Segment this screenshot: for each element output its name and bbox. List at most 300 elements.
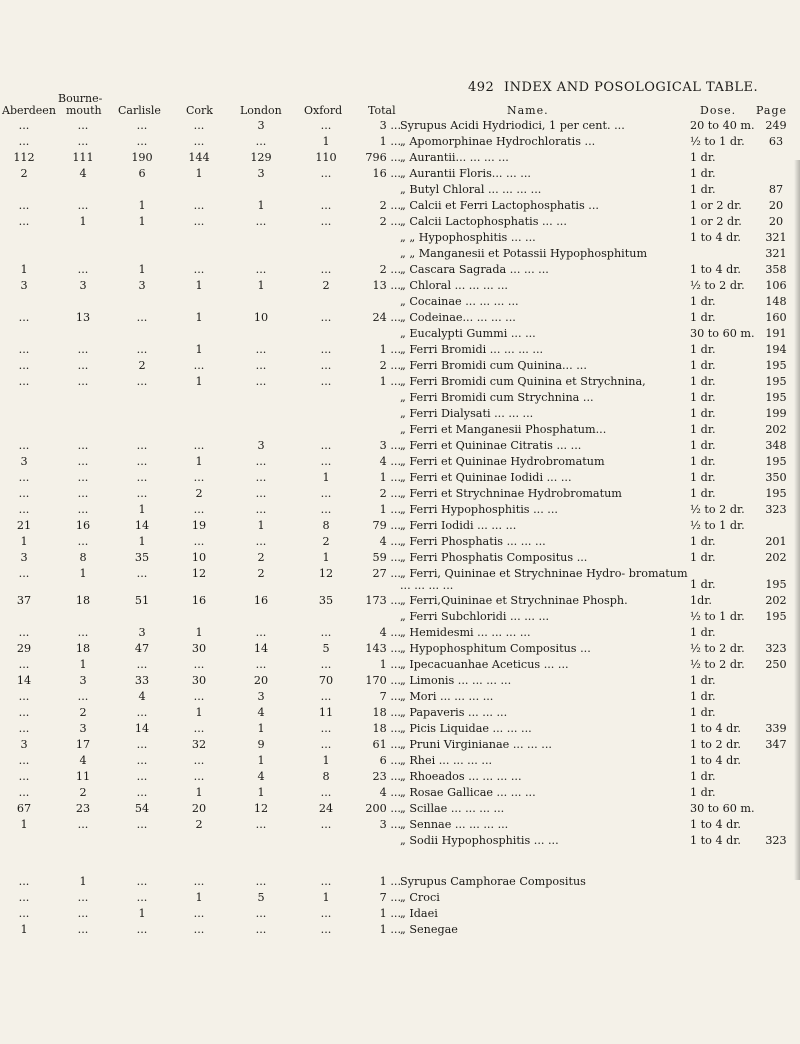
page-ref-cell: 201 xyxy=(765,535,787,548)
table-row xyxy=(0,390,800,406)
table-row xyxy=(0,278,800,294)
oxford-cell: ... xyxy=(320,263,332,276)
preparation-name: „ „ Hypophosphitis ... ... xyxy=(400,231,536,244)
preparation-name: „ Idaei xyxy=(400,907,438,920)
carlisle-cell: 6 xyxy=(138,167,146,180)
aberdeen-cell: ... xyxy=(18,503,30,516)
total-cell: 6 ... xyxy=(379,754,401,767)
aberdeen-cell: 1 xyxy=(20,818,28,831)
total-cell: 143 ... xyxy=(365,642,401,655)
cork-cell: 1 xyxy=(195,786,203,799)
cork-cell: ... xyxy=(193,199,205,212)
total-cell: 1 ... xyxy=(379,658,401,671)
preparation-name: „ Ferri,Quininae et Strychninae Phosph. xyxy=(400,594,628,607)
preparation-name: „ Ferri Hypophosphitis ... ... xyxy=(400,503,558,516)
bournemouth-cell: 2 xyxy=(79,786,87,799)
oxford-cell: ... xyxy=(320,722,332,735)
bournemouth-cell: ... xyxy=(77,907,89,920)
oxford-cell: ... xyxy=(320,343,332,356)
carlisle-cell: 14 xyxy=(134,722,150,735)
dose-cell: 1 dr. xyxy=(690,786,716,799)
oxford-cell: 70 xyxy=(318,674,334,687)
london-cell: ... xyxy=(255,487,267,500)
london-cell: 1 xyxy=(257,722,265,735)
preparation-name: „ Ferri Dialysati ... ... ... xyxy=(400,407,534,420)
dose-cell: 1 to 4 dr. xyxy=(690,818,741,831)
oxford-cell: 35 xyxy=(318,594,334,607)
total-cell: 2 ... xyxy=(379,359,401,372)
aberdeen-cell: ... xyxy=(18,119,30,132)
cork-cell: ... xyxy=(193,907,205,920)
dose-cell: ½ to 2 dr. xyxy=(690,658,745,671)
table-row xyxy=(0,721,800,737)
preparation-name: „ Aurantii Floris... ... ... xyxy=(400,167,531,180)
preparation-name: „ Ferri Bromidi cum Quinina... ... xyxy=(400,359,587,372)
preparation-name: „ Cascara Sagrada ... ... ... xyxy=(400,263,549,276)
dose-cell: ½ to 1 dr. xyxy=(690,519,745,532)
oxford-cell: 11 xyxy=(318,706,334,719)
col-header-bournemouth-top: Bourne- xyxy=(58,92,103,105)
cork-cell: 1 xyxy=(195,167,203,180)
carlisle-cell: 54 xyxy=(134,802,150,815)
carlisle-cell: ... xyxy=(136,567,148,580)
col-header-cork: Cork xyxy=(186,104,213,117)
table-row xyxy=(0,753,800,769)
table-row xyxy=(0,214,800,230)
preparation-name: „ Calcii et Ferri Lactophosphatis ... xyxy=(400,199,599,212)
dose-cell: 1 dr. xyxy=(690,578,716,591)
page-ref-cell: 195 xyxy=(765,487,787,500)
page-ref-cell: 323 xyxy=(765,642,787,655)
carlisle-cell: 190 xyxy=(131,151,153,164)
dose-cell: 1 dr. xyxy=(690,311,716,324)
table-row xyxy=(0,230,800,246)
carlisle-cell: ... xyxy=(136,706,148,719)
total-cell: 79 ... xyxy=(372,519,401,532)
preparation-name: „ Ferri Phosphatis Compositus ... xyxy=(400,551,588,564)
table-row xyxy=(0,673,800,689)
london-cell: 16 xyxy=(253,594,269,607)
london-cell: 1 xyxy=(257,279,265,292)
table-row xyxy=(0,833,800,849)
aberdeen-cell: ... xyxy=(18,786,30,799)
aberdeen-cell: ... xyxy=(18,754,30,767)
bournemouth-cell: ... xyxy=(77,343,89,356)
table-row xyxy=(0,342,800,358)
dose-cell: 1 dr. xyxy=(690,295,716,308)
cork-cell: 1 xyxy=(195,706,203,719)
carlisle-cell: ... xyxy=(136,487,148,500)
page-ref-cell: 148 xyxy=(765,295,787,308)
page-ref-cell: 195 xyxy=(765,610,787,623)
oxford-cell: ... xyxy=(320,199,332,212)
aberdeen-cell: ... xyxy=(18,907,30,920)
aberdeen-cell: ... xyxy=(18,343,30,356)
bournemouth-cell: 1 xyxy=(79,658,87,671)
preparation-name: „ Ferri, Quininae et Strychninae Hydro- bromatum ... ... ... ... xyxy=(400,567,688,592)
table-row xyxy=(0,198,800,214)
col-header-name: Name. xyxy=(507,104,549,117)
aberdeen-cell: 2 xyxy=(20,167,28,180)
table-row xyxy=(0,817,800,833)
total-cell: 7 ... xyxy=(379,690,401,703)
oxford-cell: ... xyxy=(320,818,332,831)
col-header-total: Total xyxy=(368,104,396,117)
carlisle-cell: 1 xyxy=(138,907,146,920)
table-row xyxy=(0,118,800,134)
carlisle-cell: ... xyxy=(136,786,148,799)
london-cell: ... xyxy=(255,535,267,548)
dose-cell: 1 dr. xyxy=(690,626,716,639)
total-cell: 3 ... xyxy=(379,818,401,831)
oxford-cell: ... xyxy=(320,626,332,639)
carlisle-cell: 1 xyxy=(138,199,146,212)
carlisle-cell: ... xyxy=(136,754,148,767)
table-row xyxy=(0,134,800,150)
table-row xyxy=(0,262,800,278)
preparation-name: „ Apomorphinae Hydrochloratis ... xyxy=(400,135,596,148)
london-cell: ... xyxy=(255,923,267,936)
preparation-name: „ Chloral ... ... ... ... xyxy=(400,279,508,292)
total-cell: 59 ... xyxy=(372,551,401,564)
table-row xyxy=(0,801,800,817)
oxford-cell: 24 xyxy=(318,802,334,815)
table-row xyxy=(0,641,800,657)
cork-cell: 1 xyxy=(195,311,203,324)
preparation-name: Syrupus Camphorae Compositus xyxy=(400,875,586,888)
london-cell: 3 xyxy=(257,119,265,132)
cork-cell: ... xyxy=(193,722,205,735)
total-cell: 24 ... xyxy=(372,311,401,324)
page-ref-cell: 87 xyxy=(768,183,784,196)
page-ref-cell: 160 xyxy=(765,311,787,324)
bournemouth-cell: 4 xyxy=(79,167,87,180)
aberdeen-cell: 37 xyxy=(16,594,32,607)
total-cell: 200 ... xyxy=(365,802,401,815)
aberdeen-cell: ... xyxy=(18,439,30,452)
page-title: INDEX AND POSOLOGICAL TABLE. xyxy=(504,80,759,95)
dose-cell: 1 dr. xyxy=(690,391,716,404)
preparation-name: „ Rhei ... ... ... ... xyxy=(400,754,493,767)
oxford-cell: 1 xyxy=(322,754,330,767)
table-row xyxy=(0,689,800,705)
bournemouth-cell: ... xyxy=(77,503,89,516)
preparation-name: „ Hemidesmi ... ... ... ... xyxy=(400,626,531,639)
total-cell: 16 ... xyxy=(372,167,401,180)
table-row xyxy=(0,922,800,938)
total-cell: 61 ... xyxy=(372,738,401,751)
dose-cell: 1 dr. xyxy=(690,407,716,420)
london-cell: 1 xyxy=(257,519,265,532)
bournemouth-cell: 1 xyxy=(79,567,87,580)
page-ref-cell: 323 xyxy=(765,834,787,847)
total-cell: 1 ... xyxy=(379,875,401,888)
oxford-cell: 1 xyxy=(322,551,330,564)
aberdeen-cell: 3 xyxy=(20,279,28,292)
preparation-name: „ Ferri et Quininae Citratis ... ... xyxy=(400,439,582,452)
total-cell: 4 ... xyxy=(379,455,401,468)
total-cell: 18 ... xyxy=(372,722,401,735)
total-cell: 1 ... xyxy=(379,135,401,148)
oxford-cell: 1 xyxy=(322,471,330,484)
bournemouth-cell: ... xyxy=(77,119,89,132)
cork-cell: ... xyxy=(193,439,205,452)
dose-cell: 1 dr. xyxy=(690,535,716,548)
table-row xyxy=(0,294,800,310)
dose-cell: ½ to 2 dr. xyxy=(690,642,745,655)
aberdeen-cell: 1 xyxy=(20,263,28,276)
cork-cell: 2 xyxy=(195,487,203,500)
preparation-name: „ Butyl Chloral ... ... ... ... xyxy=(400,183,542,196)
cork-cell: ... xyxy=(193,690,205,703)
total-cell: 27 ... xyxy=(372,567,401,580)
preparation-name: „ Mori ... ... ... ... xyxy=(400,690,494,703)
bournemouth-cell: 1 xyxy=(79,215,87,228)
bournemouth-cell: 18 xyxy=(75,594,91,607)
total-cell: 170 ... xyxy=(365,674,401,687)
oxford-cell: ... xyxy=(320,907,332,920)
cork-cell: 32 xyxy=(191,738,207,751)
preparation-name: „ Ferri et Quininae Hydrobromatum xyxy=(400,455,605,468)
cork-cell: 144 xyxy=(188,151,210,164)
aberdeen-cell: 67 xyxy=(16,802,32,815)
dose-cell: 1 dr. xyxy=(690,471,716,484)
carlisle-cell: ... xyxy=(136,343,148,356)
table-row xyxy=(0,502,800,518)
table-row xyxy=(0,166,800,182)
carlisle-cell: 35 xyxy=(134,551,150,564)
preparation-name: „ Rosae Gallicae ... ... ... xyxy=(400,786,536,799)
aberdeen-cell: ... xyxy=(18,135,30,148)
london-cell: ... xyxy=(255,658,267,671)
table-row xyxy=(0,769,800,785)
total-cell: 1 ... xyxy=(379,923,401,936)
oxford-cell: ... xyxy=(320,503,332,516)
aberdeen-cell: ... xyxy=(18,891,30,904)
london-cell: ... xyxy=(255,215,267,228)
carlisle-cell: ... xyxy=(136,658,148,671)
col-header-dose: Dose. xyxy=(700,104,737,117)
dose-cell: 1 dr. xyxy=(690,375,716,388)
preparation-name: „ Ferri et Strychninae Hydrobromatum xyxy=(400,487,622,500)
col-header-bournemouth: mouth xyxy=(66,104,102,117)
preparation-name: „ Sennae ... ... ... ... xyxy=(400,818,509,831)
total-cell: 18 ... xyxy=(372,706,401,719)
preparation-name: „ Ferri Bromidi cum Quinina et Strychnina, xyxy=(400,375,646,388)
cork-cell: 1 xyxy=(195,455,203,468)
dose-cell: 30 to 60 m. xyxy=(690,327,755,340)
oxford-cell: ... xyxy=(320,439,332,452)
bournemouth-cell: 18 xyxy=(75,642,91,655)
table-row xyxy=(0,246,800,262)
london-cell: ... xyxy=(255,818,267,831)
preparation-name: „ Pruni Virginianae ... ... ... xyxy=(400,738,552,751)
total-cell: 1 ... xyxy=(379,471,401,484)
london-cell: ... xyxy=(255,135,267,148)
dose-cell: 1 dr. xyxy=(690,423,716,436)
preparation-name: „ Picis Liquidae ... ... ... xyxy=(400,722,532,735)
carlisle-cell: ... xyxy=(136,738,148,751)
preparation-name: „ Hypophosphitum Compositus ... xyxy=(400,642,591,655)
bournemouth-cell: 11 xyxy=(75,770,91,783)
col-header-london: London xyxy=(240,104,282,117)
preparation-name: „ Codeinae... ... ... ... xyxy=(400,311,516,324)
page-ref-cell: 323 xyxy=(765,503,787,516)
london-cell: 2 xyxy=(257,551,265,564)
dose-cell: 1 dr. xyxy=(690,690,716,703)
page-ref-cell: 195 xyxy=(765,455,787,468)
carlisle-cell: 14 xyxy=(134,519,150,532)
dose-cell: 1 dr. xyxy=(690,439,716,452)
dose-cell: 1 or 2 dr. xyxy=(690,215,742,228)
london-cell: 14 xyxy=(253,642,269,655)
cork-cell: ... xyxy=(193,923,205,936)
dose-cell: 1 or 2 dr. xyxy=(690,199,742,212)
table-row xyxy=(0,705,800,721)
aberdeen-cell: ... xyxy=(18,722,30,735)
page-ref-cell: 348 xyxy=(765,439,787,452)
carlisle-cell: 3 xyxy=(138,279,146,292)
bournemouth-cell: 4 xyxy=(79,754,87,767)
total-cell: 1 ... xyxy=(379,503,401,516)
total-cell: 2 ... xyxy=(379,487,401,500)
oxford-cell: 2 xyxy=(322,535,330,548)
total-cell: 1 ... xyxy=(379,343,401,356)
london-cell: 3 xyxy=(257,690,265,703)
aberdeen-cell: 1 xyxy=(20,923,28,936)
london-cell: 4 xyxy=(257,770,265,783)
dose-cell: 1 to 4 dr. xyxy=(690,754,741,767)
bournemouth-cell: 1 xyxy=(79,875,87,888)
aberdeen-cell: ... xyxy=(18,706,30,719)
carlisle-cell: ... xyxy=(136,770,148,783)
aberdeen-cell: 3 xyxy=(20,551,28,564)
cork-cell: ... xyxy=(193,359,205,372)
carlisle-cell: ... xyxy=(136,455,148,468)
dose-cell: 1 dr. xyxy=(690,770,716,783)
bournemouth-cell: ... xyxy=(77,199,89,212)
table-row xyxy=(0,890,800,906)
dose-cell: 1 to 4 dr. xyxy=(690,834,741,847)
cork-cell: 1 xyxy=(195,343,203,356)
dose-cell: 1 dr. xyxy=(690,167,716,180)
cork-cell: 10 xyxy=(191,551,207,564)
london-cell: 1 xyxy=(257,754,265,767)
london-cell: 9 xyxy=(257,738,265,751)
bournemouth-cell: 3 xyxy=(79,279,87,292)
oxford-cell: ... xyxy=(320,375,332,388)
page-ref-cell: 106 xyxy=(765,279,787,292)
table-row xyxy=(0,406,800,422)
preparation-name: „ Rhoeados ... ... ... ... xyxy=(400,770,522,783)
oxford-cell: 1 xyxy=(322,135,330,148)
page-ref-cell: 358 xyxy=(765,263,787,276)
bournemouth-cell: 23 xyxy=(75,802,91,815)
page-ref-cell: 250 xyxy=(765,658,787,671)
cork-cell: 19 xyxy=(191,519,207,532)
dose-cell: 1 dr. xyxy=(690,551,716,564)
table-row xyxy=(0,625,800,641)
carlisle-cell: ... xyxy=(136,471,148,484)
preparation-name: „ Ferri Subchloridi ... ... ... xyxy=(400,610,550,623)
london-cell: 10 xyxy=(253,311,269,324)
aberdeen-cell: ... xyxy=(18,215,30,228)
aberdeen-cell: 3 xyxy=(20,455,28,468)
total-cell: 2 ... xyxy=(379,215,401,228)
bournemouth-cell: 8 xyxy=(79,551,87,564)
oxford-cell: 2 xyxy=(322,279,330,292)
carlisle-cell: ... xyxy=(136,119,148,132)
page-ref-cell: 321 xyxy=(765,247,787,260)
page-ref-cell: 321 xyxy=(765,231,787,244)
london-cell: ... xyxy=(255,471,267,484)
london-cell: 1 xyxy=(257,786,265,799)
preparation-name: „ Ferri et Manganesii Phosphatum... xyxy=(400,423,607,436)
cork-cell: 1 xyxy=(195,891,203,904)
page-ref-cell: 347 xyxy=(765,738,787,751)
preparation-name: „ Ferri Iodidi ... ... ... xyxy=(400,519,517,532)
bournemouth-cell: ... xyxy=(77,135,89,148)
bournemouth-cell: ... xyxy=(77,690,89,703)
aberdeen-cell: ... xyxy=(18,875,30,888)
table-row xyxy=(0,438,800,454)
page-ref-cell: 195 xyxy=(765,375,787,388)
aberdeen-cell: ... xyxy=(18,199,30,212)
dose-cell: 1 dr. xyxy=(690,487,716,500)
col-header-page: Page xyxy=(756,104,788,117)
oxford-cell: 8 xyxy=(322,519,330,532)
aberdeen-cell: 14 xyxy=(16,674,32,687)
aberdeen-cell: ... xyxy=(18,770,30,783)
table-row xyxy=(0,534,800,550)
total-cell: 7 ... xyxy=(379,891,401,904)
london-cell: 12 xyxy=(253,802,269,815)
cork-cell: ... xyxy=(193,263,205,276)
table-row xyxy=(0,566,800,593)
aberdeen-cell: ... xyxy=(18,658,30,671)
oxford-cell: ... xyxy=(320,658,332,671)
bournemouth-cell: 111 xyxy=(72,151,94,164)
carlisle-cell: 4 xyxy=(138,690,146,703)
page-edge-shadow xyxy=(794,160,800,880)
table-row xyxy=(0,874,800,890)
table-row xyxy=(0,593,800,609)
preparation-name: „ Ferri Bromidi ... ... ... ... xyxy=(400,343,544,356)
table-row xyxy=(0,326,800,342)
col-header-carlisle: Carlisle xyxy=(118,104,161,117)
oxford-cell: 12 xyxy=(318,567,334,580)
carlisle-cell: ... xyxy=(136,375,148,388)
preparation-name: „ Ferri et Quininae Iodidi ... ... xyxy=(400,471,572,484)
bournemouth-cell: 3 xyxy=(79,674,87,687)
table-row xyxy=(0,470,800,486)
table-row xyxy=(0,486,800,502)
preparation-name: „ Cocainae ... ... ... ... xyxy=(400,295,519,308)
cork-cell: ... xyxy=(193,535,205,548)
table-row xyxy=(0,518,800,534)
table-row xyxy=(0,422,800,438)
oxford-cell: ... xyxy=(320,167,332,180)
table-row xyxy=(0,310,800,326)
table-row xyxy=(0,906,800,922)
carlisle-cell: 1 xyxy=(138,215,146,228)
carlisle-cell: 51 xyxy=(134,594,150,607)
dose-cell: 1 dr. xyxy=(690,343,716,356)
oxford-cell: ... xyxy=(320,786,332,799)
carlisle-cell: 33 xyxy=(134,674,150,687)
cork-cell: 1 xyxy=(195,279,203,292)
bournemouth-cell: 17 xyxy=(75,738,91,751)
